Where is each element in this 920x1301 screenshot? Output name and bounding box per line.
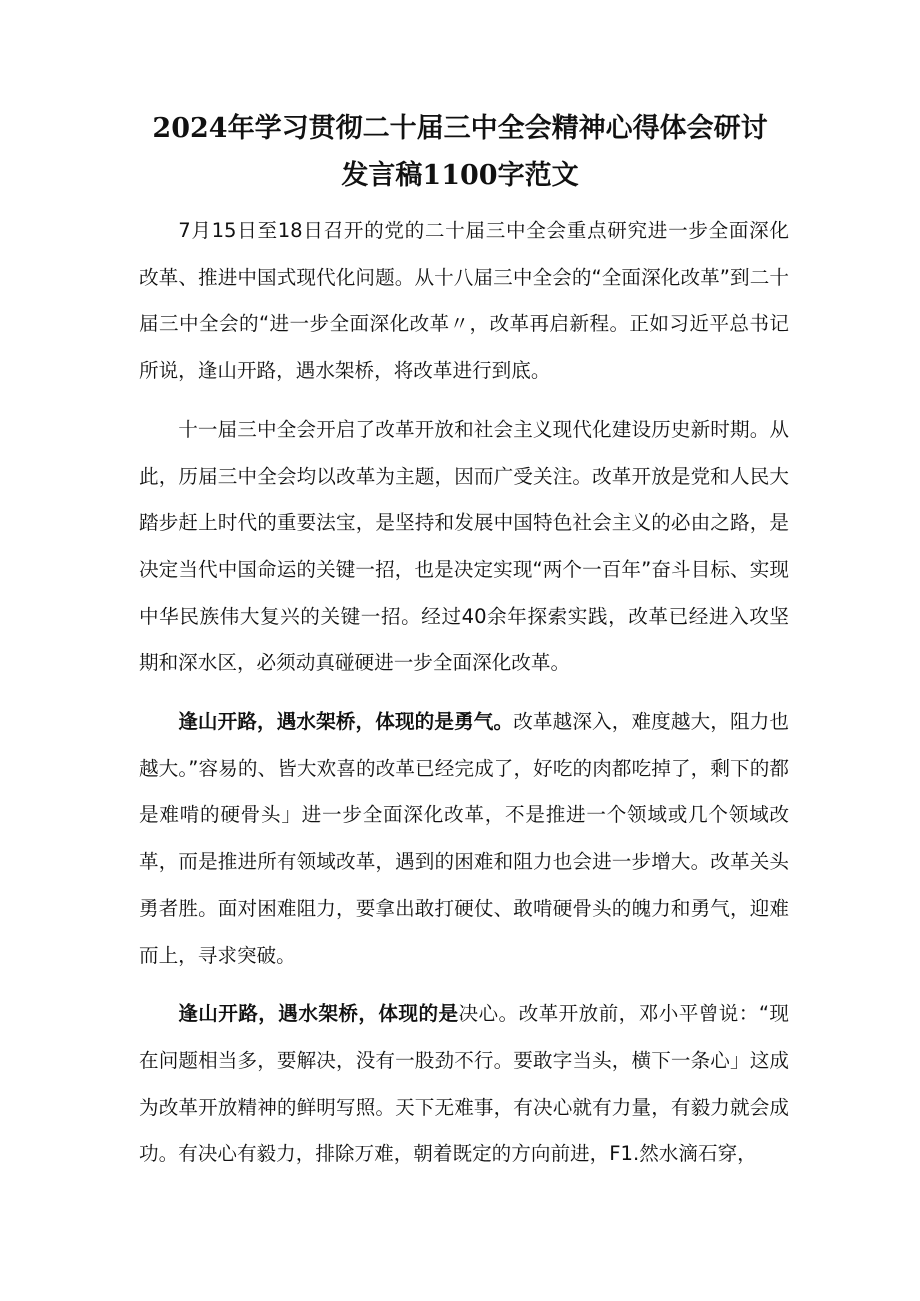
document-title-line-1: 2024年学习贯彻二十届三中全会精神心得体会研讨 [152, 113, 768, 144]
paragraph [139, 699, 789, 979]
paragraph-lead: 逢山开路，遇水架桥，体现的是 [178, 1002, 459, 1026]
paragraph-text: 决心。改革开放前，邓小平曾说：“现在问题相当多，要解决，没有一股劲不行。要敢字当头，横下一条心」这成为改革开放精神的鲜明写照。天下无难事，有决心就有力量，有毅力就会成功。有决心有毅力，排除万难，朝着既定的方向前进，F1.然水滴石穿， [139, 1002, 790, 1166]
paragraph-lead: 逢山开路，遇水架桥，体现的是勇气。 [178, 710, 514, 734]
paragraph [139, 991, 789, 1178]
document-body [139, 208, 789, 1190]
document-title-line-2: 发言稿1100字范文 [341, 160, 579, 191]
paragraph-text: 十一届三中全会开启了改革开放和社会主义现代化建设历史新时期。从此，历届三中全会均以改革为主题，因而广受关注。改革开放是党和人民大踏步赶上时代的重要法宝，是坚持和发展中国特色社会主义的必由之路，是决定当代中国命运的关键一招，也是决定实现“两个一百年”奋斗目标、实现中华民族伟大复兴的关键一招。经过40余年探索实践，改革已经进入攻坚期和深水区，必须动真碰硬进一步全面深化改革。 [139, 417, 789, 675]
paragraph-text: 改革越深入，难度越大，阻力也越大。”容易的、皆大欢喜的改革已经完成了，好吃的肉都吃掉了，剩下的都是难啃的硬骨头」进一步全面深化改革，不是推进一个领域或几个领域改革，而是推进所有领域改革，遇到的困难和阻力也会进一步增大。改革关头勇者胜。面对困难阻力，要拿出敢打硬仗、敢啃硬骨头的魄力和勇气，迎难而上，寻求突破。 [139, 710, 790, 967]
paragraph-text: 7月15日至18日召开的党的二十届三中全会重点研究进一步全面深化改革、推进中国式现代化问题。从十八届三中全会的“全面深化改革”到二十届三中全会的“进一步全面深化改革〃，改革再启新程。正如习近平总书记所说，逢山开路，遇水架桥，将改革进行到底。 [139, 219, 789, 383]
paragraph [139, 407, 789, 687]
paragraph [139, 208, 789, 395]
